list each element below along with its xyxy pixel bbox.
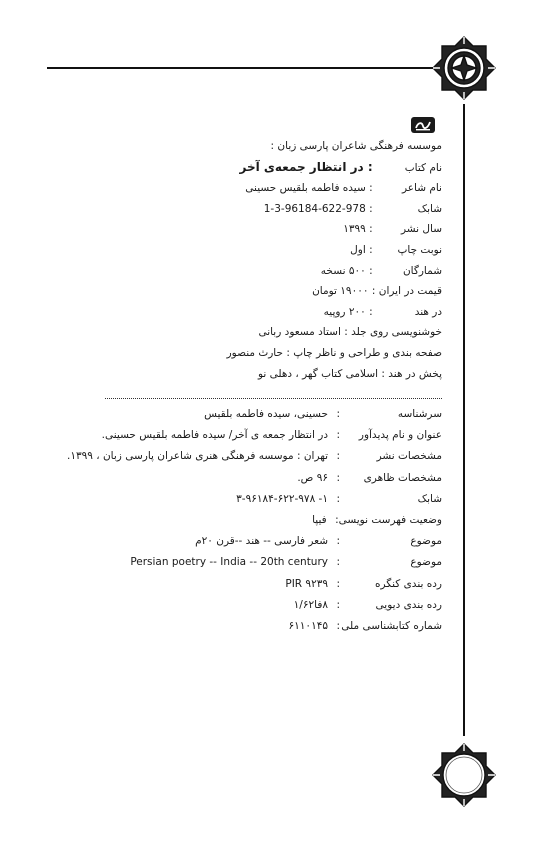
publisher-name: موسسه فرهنگی شاعران پارسی زبان : [270,140,442,152]
colophon-label: نام شاعر [401,182,442,195]
catalog-label: موضوع [410,556,442,569]
catalog-row: وضعیت فهرست نویسی:فیپا [312,514,442,527]
publisher-logo-icon [410,116,436,134]
catalog-value: تهران : موسسه فرهنگی هنری شاعران پارسی زبان ، ۱۳۹۹. [66,450,328,463]
catalog-label: سرشناسه [397,408,442,420]
colophon-label: نوبت چاپ [397,243,442,256]
rosette-ornament-icon [431,35,497,101]
frame-right-rule [463,104,465,736]
catalog-row: موضوع:شعر فارسی -- هند --قرن ۲۰م [62,531,442,552]
layout-designer: : حارث منصور [226,346,290,359]
catalog-value: شعر فارسی -- هند --قرن ۲۰م [195,535,328,548]
catalog-row: موضوع:Persian poetry -- India -- 20th century [62,552,442,573]
catalog-label: رده بندی دیویی [375,598,442,611]
catalog-label: شابک [417,492,442,505]
catalog-row: سرشناسه:حسینی، سیده فاطمه بلقیس [62,404,442,425]
catalog-value: در انتظار جمعه ی آخر/ سیده فاطمه بلقیس حسینی. [101,429,328,442]
catalog-label: رده بندی کنگره [374,577,442,590]
catalog-value: Persian poetry -- India -- 20th century [130,556,328,569]
catalog-row: مشخصات نشر:تهران : موسسه فرهنگی هنری شاعران پارسی زبان ، ۱۳۹۹. [62,446,442,467]
edition: : اول [350,243,373,256]
colophon-row-isbn [62,199,442,220]
catalog-label: عنوان و نام پدیدآور [358,429,442,442]
cataloging-record [62,404,442,637]
catalog-row: رده بندی کنگره:PIR ۹۲۳۹ [62,574,442,595]
price-india: : ۲۰۰ روپیه [323,305,373,318]
colophon-label: قیمت در ایران [378,285,442,298]
catalog-row: عنوان و نام پدیدآور:در انتظار جمعه ی آخر/ سیده فاطمه بلقیس حسینی. [62,425,442,446]
colophon-label: سال نشر [400,223,442,236]
poet-name: : سیده فاطمه بلقیس حسینی [245,182,373,195]
price-iran: : ۱۹۰۰۰ تومان [312,285,376,298]
print-run: : ۵۰۰ نسخه [320,264,373,277]
publisher-line [62,136,442,157]
catalog-value: ۸فا۱/۶۲ [293,598,328,611]
catalog-row: شماره کتابشناسی ملی:۶۱۱۰۱۴۵ [62,616,442,637]
colophon-label: صفحه بندی و طراحی و ناظر چاپ [293,346,442,359]
colophon-row-edition [62,240,442,261]
colophon [62,136,442,384]
colophon-row-print-run [62,261,442,282]
catalog-label: وضعیت فهرست نویسی [338,514,442,527]
distributor: : اسلامی کتاب گهر ، دهلی نو [257,367,385,380]
catalog-row: مشخصات ظاهری:۹۶ ص. [62,468,442,489]
catalog-value: ۱- ۳-۹۶۱۸۴-۶۲۲-۹۷۸ [236,492,328,505]
colophon-row-price-iran [62,281,442,302]
colophon-row-year [62,219,442,240]
catalog-label: مشخصات نشر [376,450,442,463]
publish-year: : ۱۳۹۹ [343,223,373,236]
colophon-label: شابک [417,202,442,215]
dotted-divider [105,398,442,399]
calligrapher: : استاد مسعود ربانی [258,326,348,339]
catalog-label: شماره کتابشناسی ملی [341,620,442,633]
colophon-row-poet [62,178,442,199]
colophon-label: خوشنویسی روی جلد [351,326,442,339]
catalog-row: شابک:۱- ۳-۹۶۱۸۴-۶۲۲-۹۷۸ [62,489,442,510]
book-title: : در انتظار جمعه‌ی آخر [239,159,373,174]
catalog-label: موضوع [410,535,442,548]
colophon-label: پخش در هند [388,367,442,380]
colophon-label: نام کتاب [404,161,442,174]
catalog-value: PIR ۹۲۳۹ [285,577,328,590]
colophon-label: در هند [414,305,442,318]
colophon-row-title [62,157,442,179]
colophon-row-price-india [62,302,442,323]
catalog-label: مشخصات ظاهری [363,471,442,484]
colophon-label: شمارگان [402,264,442,277]
colophon-row-distribution [62,364,442,385]
catalog-value: ۶۱۱۰۱۴۵ [288,620,328,633]
colophon-row-layout [62,343,442,364]
catalog-value: ۹۶ ص. [297,471,328,484]
frame-top-rule [47,67,447,69]
colophon-row-calligraphy [62,322,442,343]
catalog-row: رده بندی دیویی:۸فا۱/۶۲ [62,595,442,616]
catalog-value: فیپا [312,514,327,527]
rosette-ornament-icon [431,742,497,808]
catalog-value: حسینی، سیده فاطمه بلقیس [204,408,328,420]
isbn-value: : 1-3-96184-622-978 [263,202,373,215]
